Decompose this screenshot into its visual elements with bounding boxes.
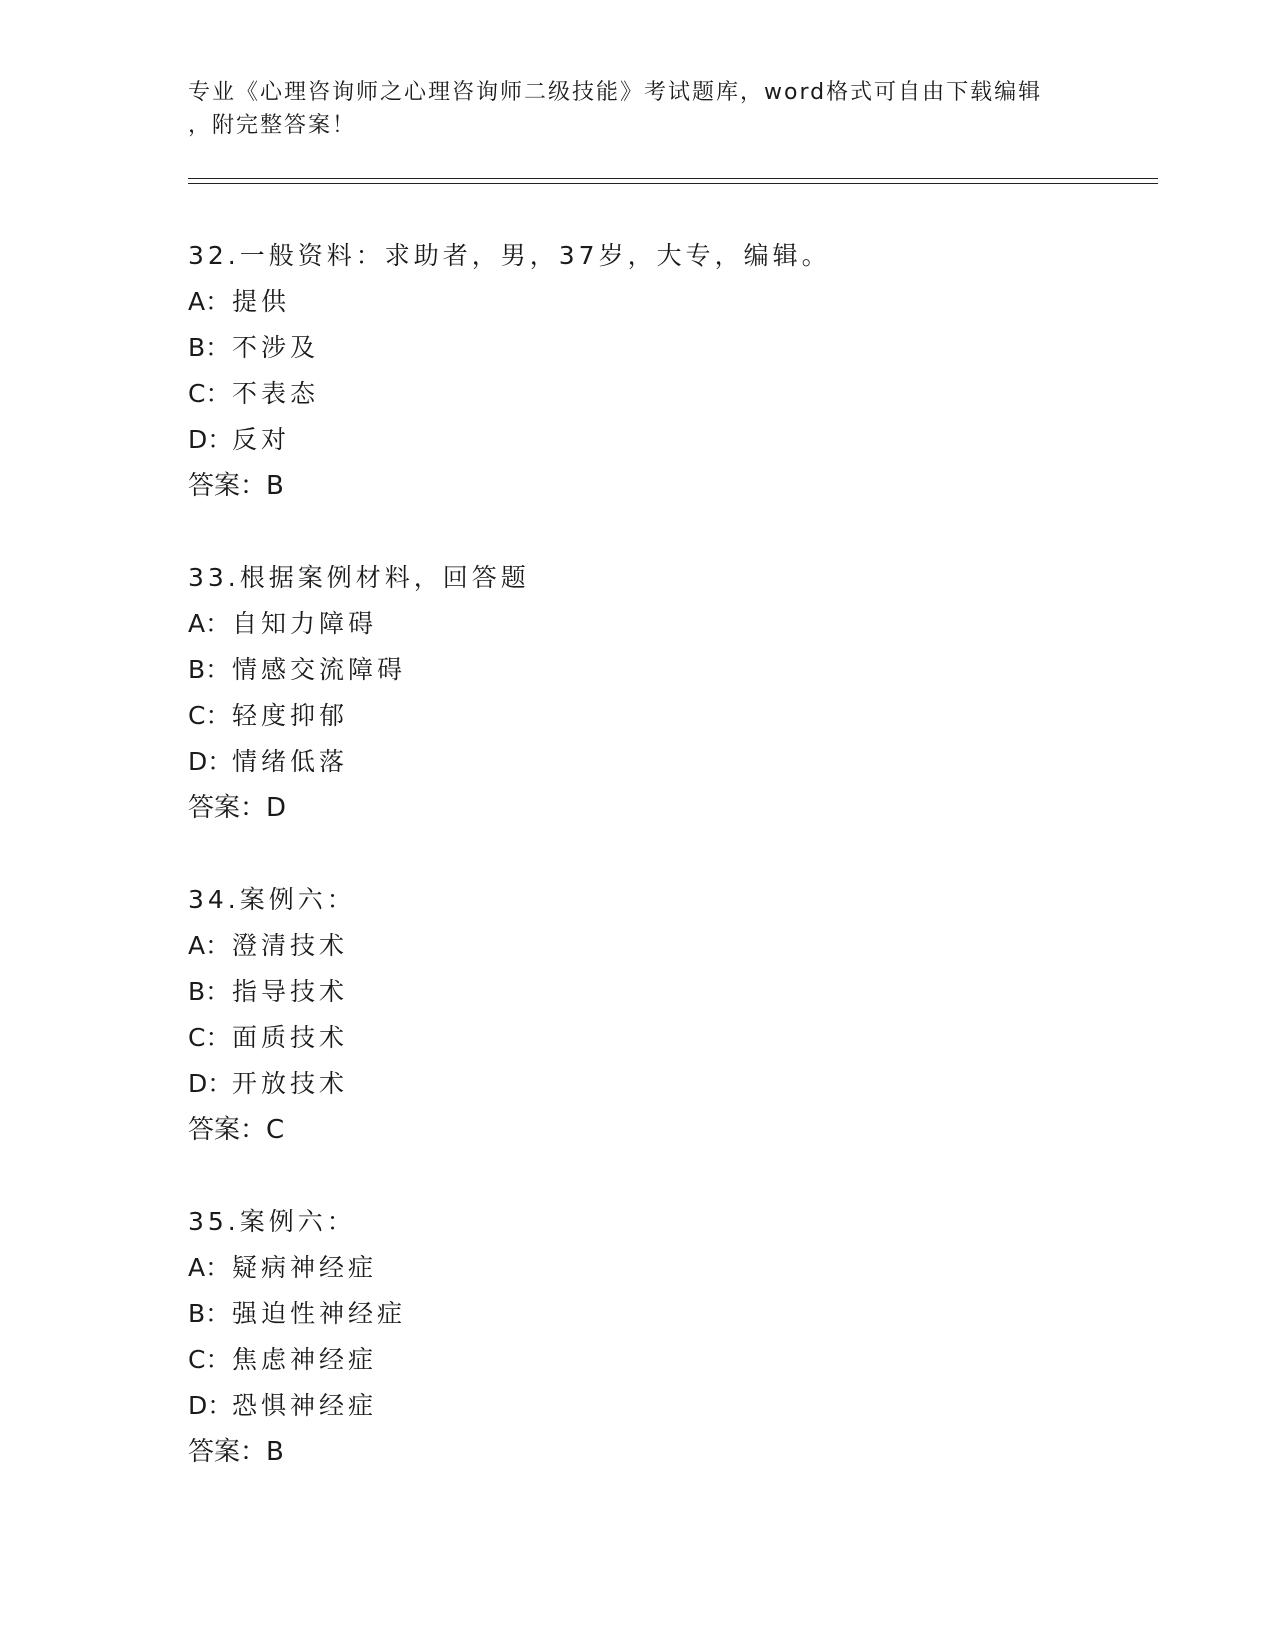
answer-label: 答案： xyxy=(188,1437,267,1467)
option-letter: A： xyxy=(188,1253,231,1282)
question-stem: 32.一般资料：求助者，男，37岁，大专，编辑。 xyxy=(188,241,831,270)
option-letter: D： xyxy=(188,1391,233,1420)
option-letter: D： xyxy=(188,425,233,454)
header-title-line-1: 专业《心理咨询师之心理咨询师二级技能》考试题库，word格式可自由下载编辑 xyxy=(188,80,1043,105)
option-d xyxy=(188,417,1088,463)
answer-line xyxy=(188,463,1088,509)
answer-value: C xyxy=(266,1115,285,1145)
question-32 xyxy=(188,233,1088,509)
option-letter: A： xyxy=(188,287,231,316)
option-text: 情感交流障碍 xyxy=(232,655,407,684)
question-33 xyxy=(188,555,1088,831)
question-34 xyxy=(188,877,1088,1153)
option-text: 疑病神经症 xyxy=(232,1253,378,1282)
option-text: 不涉及 xyxy=(232,333,320,362)
option-d xyxy=(188,1061,1088,1107)
answer-label: 答案： xyxy=(188,471,267,501)
document-header xyxy=(188,76,1088,142)
option-letter: B： xyxy=(188,333,231,362)
question-35 xyxy=(188,1199,1088,1475)
option-letter: B： xyxy=(188,977,231,1006)
answer-line xyxy=(188,1429,1088,1475)
option-a xyxy=(188,601,1088,647)
option-letter: B： xyxy=(188,655,231,684)
option-letter: D： xyxy=(188,747,233,776)
option-text: 焦虑神经症 xyxy=(232,1345,378,1374)
option-text: 澄清技术 xyxy=(232,931,349,960)
option-letter: C： xyxy=(188,701,231,730)
option-text: 轻度抑郁 xyxy=(232,701,349,730)
option-a xyxy=(188,1245,1088,1291)
option-text: 强迫性神经症 xyxy=(232,1299,407,1328)
header-divider-bottom xyxy=(188,183,1158,184)
option-b xyxy=(188,1291,1088,1337)
answer-value: B xyxy=(266,471,284,501)
answer-value: B xyxy=(266,1437,284,1467)
option-text: 不表态 xyxy=(232,379,320,408)
option-d xyxy=(188,739,1088,785)
option-text: 指导技术 xyxy=(232,977,349,1006)
option-text: 情绪低落 xyxy=(232,747,349,776)
answer-label: 答案： xyxy=(188,793,267,823)
option-text: 提供 xyxy=(232,287,291,316)
option-text: 恐惧神经症 xyxy=(232,1391,378,1420)
option-c xyxy=(188,1015,1088,1061)
option-c xyxy=(188,1337,1088,1383)
answer-line xyxy=(188,1107,1088,1153)
answer-label: 答案： xyxy=(188,1115,267,1145)
option-letter: C： xyxy=(188,1345,231,1374)
question-stem: 34.案例六： xyxy=(188,885,356,914)
option-letter: B： xyxy=(188,1299,231,1328)
question-stem: 33.根据案例材料，回答题 xyxy=(188,563,530,592)
option-a xyxy=(188,923,1088,969)
option-c xyxy=(188,371,1088,417)
option-b xyxy=(188,647,1088,693)
option-text: 开放技术 xyxy=(232,1069,349,1098)
option-c xyxy=(188,693,1088,739)
option-letter: C： xyxy=(188,1023,231,1052)
option-b xyxy=(188,325,1088,371)
option-d xyxy=(188,1383,1088,1429)
header-title-line-2: ，附完整答案！ xyxy=(188,113,357,138)
option-letter: A： xyxy=(188,931,231,960)
option-letter: C： xyxy=(188,379,231,408)
option-text: 反对 xyxy=(232,425,291,454)
option-letter: D： xyxy=(188,1069,233,1098)
option-letter: A： xyxy=(188,609,231,638)
answer-value: D xyxy=(266,793,287,823)
option-b xyxy=(188,969,1088,1015)
header-divider-top xyxy=(188,178,1158,179)
question-stem: 35.案例六： xyxy=(188,1207,356,1236)
option-text: 自知力障碍 xyxy=(232,609,378,638)
option-text: 面质技术 xyxy=(232,1023,349,1052)
option-a xyxy=(188,279,1088,325)
answer-line xyxy=(188,785,1088,831)
